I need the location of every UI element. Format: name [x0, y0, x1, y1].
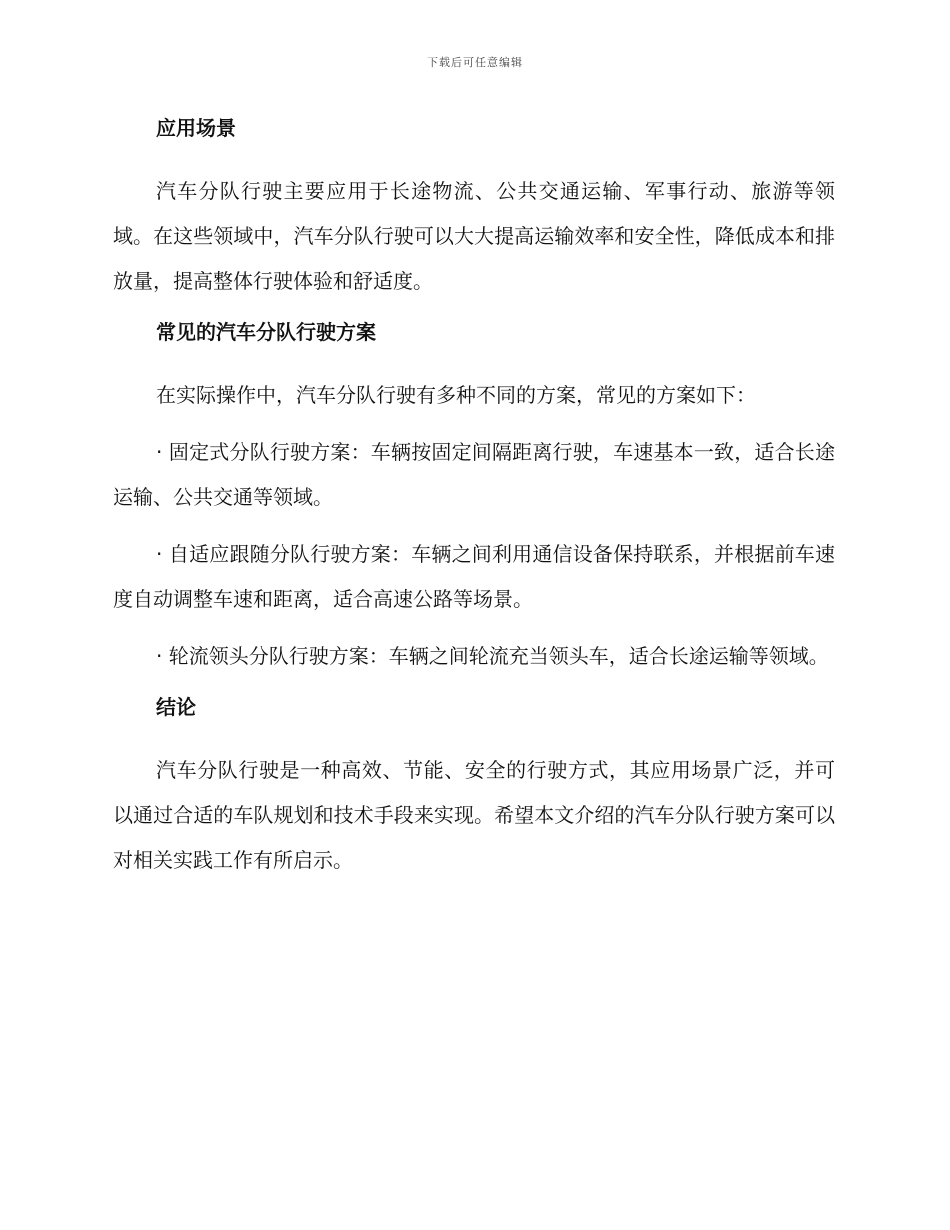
document-body [113, 112, 835, 895]
paragraph: 汽车分队行驶是一种高效、节能、安全的行驶方式，其应用场景广泛，并可以通过合适的车队规划和技术手段来实现。希望本文介绍的汽车分队行驶方案可以对相关实践工作有所启示。 [113, 758, 835, 872]
section-heading-schemes: 常见的汽车分队行驶方案 [156, 320, 376, 344]
list-item: · 轮流领头分队行驶方案：车辆之间轮流充当领头车，适合长途运输等领域。 [156, 644, 829, 668]
list-item: · 固定式分队行驶方案：车辆按固定间隔距离行驶，车速基本一致，适合长途运输、公共交通等领域。 [113, 440, 835, 509]
page-header: 下载后可任意编辑 [427, 56, 523, 69]
paragraph: 汽车分队行驶主要应用于长途物流、公共交通运输、军事行动、旅游等领域。在这些领域中，汽车分队行驶可以大大提高运输效率和安全性，降低成本和排放量，提高整体行驶体验和舒适度。 [113, 179, 835, 293]
paragraph: 在实际操作中，汽车分队行驶有多种不同的方案，常见的方案如下： [156, 383, 756, 407]
list-item: · 自适应跟随分队行驶方案：车辆之间利用通信设备保持联系，并根据前车速度自动调整车速和距离，适合高速公路等场景。 [113, 542, 835, 611]
section-heading-conclusion: 结论 [156, 695, 196, 719]
section-heading-application: 应用场景 [156, 116, 236, 140]
